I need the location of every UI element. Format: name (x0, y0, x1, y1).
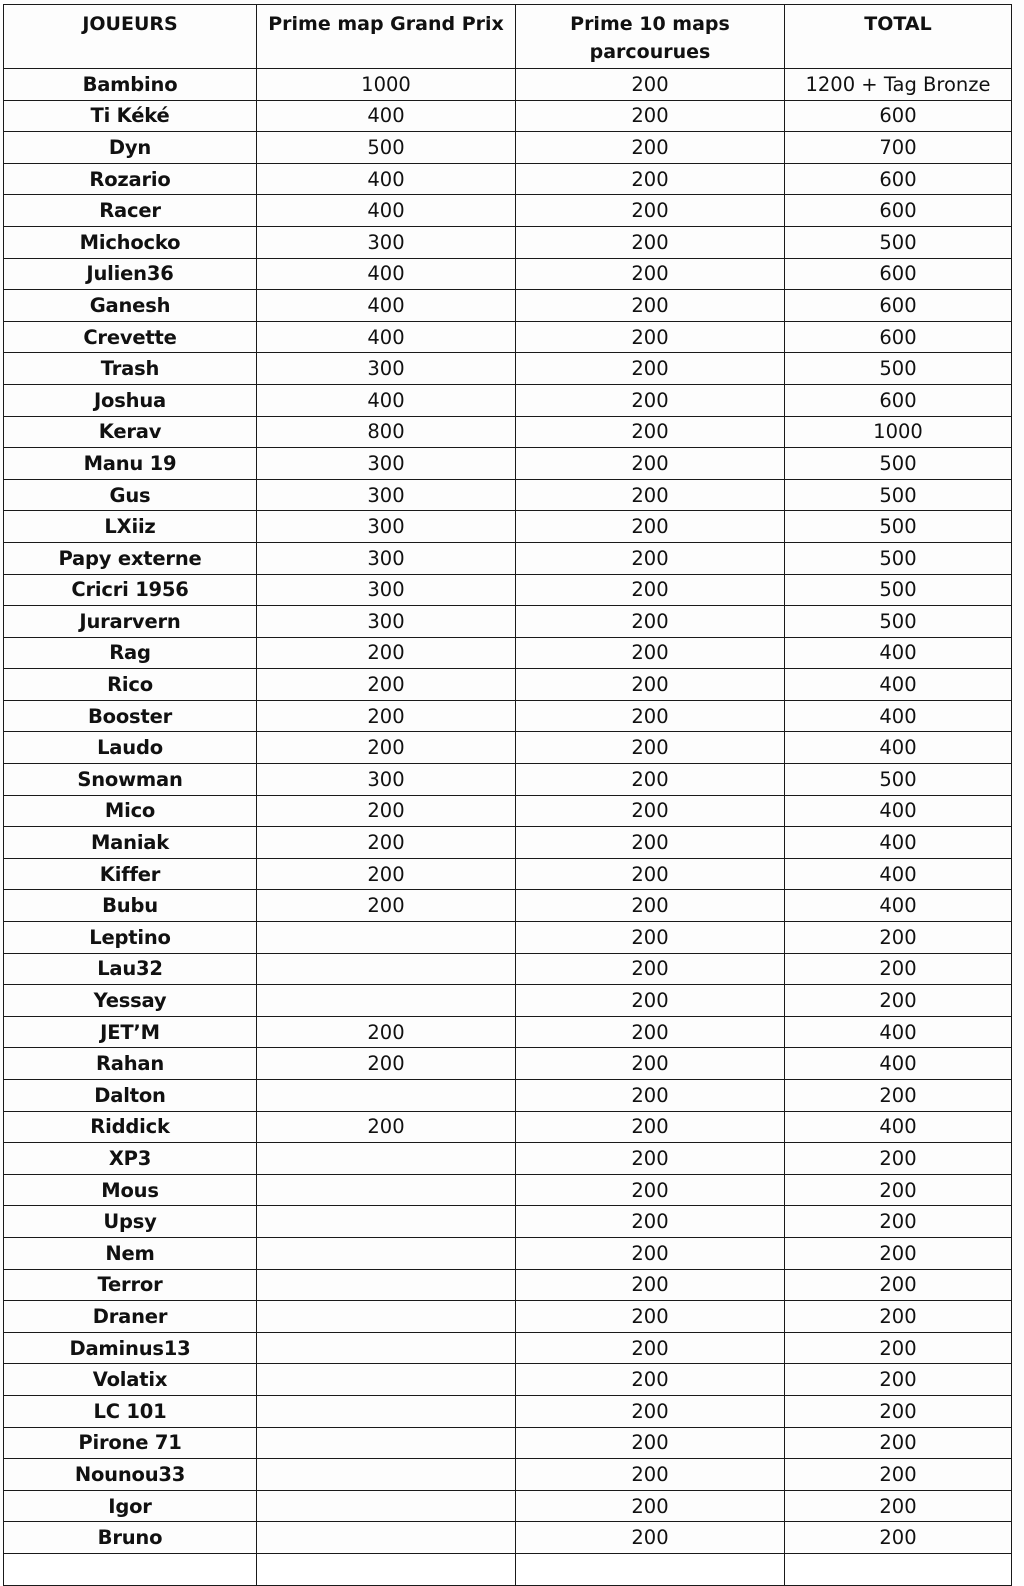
table-row (4, 732, 1012, 764)
total-cell: 200 (785, 1427, 1012, 1459)
player-name-cell: Terror (4, 1269, 257, 1301)
total-cell: 500 (785, 479, 1012, 511)
total-cell: 200 (785, 1301, 1012, 1333)
header-total: TOTAL (785, 5, 1012, 69)
table-row (4, 195, 1012, 227)
table-row (4, 858, 1012, 890)
player-name-cell: Mico (4, 795, 257, 827)
player-name-cell: Leptino (4, 922, 257, 954)
maps-prize-cell: 200 (516, 1111, 785, 1143)
total-cell: 500 (785, 511, 1012, 543)
table-row (4, 1332, 1012, 1364)
total-cell: 200 (785, 1459, 1012, 1491)
table-row (4, 1490, 1012, 1522)
header-row (4, 5, 1012, 69)
grand-prix-prize-cell (257, 1206, 516, 1238)
maps-prize-cell: 200 (516, 953, 785, 985)
maps-prize-cell: 200 (516, 1364, 785, 1396)
player-name-cell: Racer (4, 195, 257, 227)
maps-prize-cell: 200 (516, 1048, 785, 1080)
player-name-cell: Volatix (4, 1364, 257, 1396)
table-row (4, 1143, 1012, 1175)
maps-prize-cell: 200 (516, 606, 785, 638)
player-name-cell: Jurarvern (4, 606, 257, 638)
player-name-cell: Rahan (4, 1048, 257, 1080)
total-cell: 500 (785, 764, 1012, 796)
player-name-cell: LXiiz (4, 511, 257, 543)
player-name-cell: Snowman (4, 764, 257, 796)
player-name-cell: Daminus13 (4, 1332, 257, 1364)
player-name-cell: Crevette (4, 321, 257, 353)
total-cell: 200 (785, 1269, 1012, 1301)
maps-prize-cell: 200 (516, 353, 785, 385)
table-row (4, 922, 1012, 954)
maps-prize-cell: 200 (516, 669, 785, 701)
maps-prize-cell: 200 (516, 1490, 785, 1522)
grand-prix-prize-cell: 400 (257, 258, 516, 290)
grand-prix-prize-cell (257, 1427, 516, 1459)
grand-prix-prize-cell (257, 985, 516, 1017)
grand-prix-prize-cell: 300 (257, 764, 516, 796)
table-row (4, 1459, 1012, 1491)
maps-prize-cell: 200 (516, 1237, 785, 1269)
table-row (4, 795, 1012, 827)
grand-prix-prize-cell: 200 (257, 1111, 516, 1143)
grand-prix-prize-cell: 400 (257, 195, 516, 227)
total-cell: 600 (785, 384, 1012, 416)
maps-prize-cell: 200 (516, 764, 785, 796)
grand-prix-prize-cell: 1000 (257, 69, 516, 101)
maps-prize-cell: 200 (516, 290, 785, 322)
grand-prix-prize-cell: 800 (257, 416, 516, 448)
maps-prize-cell: 200 (516, 542, 785, 574)
player-name-cell: Dalton (4, 1080, 257, 1112)
table-header (4, 5, 1012, 69)
table-row (4, 163, 1012, 195)
maps-prize-cell: 200 (516, 226, 785, 258)
total-cell: 500 (785, 353, 1012, 385)
total-cell: 500 (785, 542, 1012, 574)
grand-prix-prize-cell (257, 953, 516, 985)
player-name-cell: Upsy (4, 1206, 257, 1238)
grand-prix-prize-cell (257, 1143, 516, 1175)
maps-prize-cell: 200 (516, 1206, 785, 1238)
grand-prix-prize-cell (257, 1459, 516, 1491)
table-row (4, 700, 1012, 732)
table-row (4, 448, 1012, 480)
player-name-cell: Draner (4, 1301, 257, 1333)
table-row (4, 1016, 1012, 1048)
player-name-cell: Bruno (4, 1522, 257, 1554)
table-row (4, 511, 1012, 543)
maps-prize-cell: 200 (516, 258, 785, 290)
player-name-cell: Michocko (4, 226, 257, 258)
maps-prize-cell (516, 1553, 785, 1585)
grand-prix-prize-cell: 300 (257, 448, 516, 480)
total-cell: 400 (785, 890, 1012, 922)
grand-prix-prize-cell: 200 (257, 827, 516, 859)
table-row (4, 1553, 1012, 1585)
table-row (4, 574, 1012, 606)
table-row (4, 226, 1012, 258)
table-row (4, 637, 1012, 669)
total-cell: 400 (785, 1016, 1012, 1048)
total-cell: 200 (785, 953, 1012, 985)
player-name-cell: Nounou33 (4, 1459, 257, 1491)
table-row (4, 290, 1012, 322)
maps-prize-cell: 200 (516, 1080, 785, 1112)
player-name-cell: Yessay (4, 985, 257, 1017)
table-row (4, 132, 1012, 164)
total-cell: 1000 (785, 416, 1012, 448)
table-row (4, 258, 1012, 290)
grand-prix-prize-cell: 200 (257, 732, 516, 764)
player-name-cell: Dyn (4, 132, 257, 164)
total-cell: 200 (785, 1206, 1012, 1238)
grand-prix-prize-cell: 300 (257, 479, 516, 511)
table-row (4, 890, 1012, 922)
prize-table (3, 4, 1012, 1586)
total-cell: 500 (785, 448, 1012, 480)
player-name-cell: Bambino (4, 69, 257, 101)
header-ten-maps-prize: Prime 10 maps parcourues (516, 5, 785, 69)
player-name-cell: LC 101 (4, 1395, 257, 1427)
maps-prize-cell: 200 (516, 1016, 785, 1048)
header-players: JOUEURS (4, 5, 257, 69)
total-cell: 600 (785, 163, 1012, 195)
player-name-cell: Booster (4, 700, 257, 732)
maps-prize-cell: 200 (516, 1269, 785, 1301)
table-row (4, 764, 1012, 796)
total-cell: 200 (785, 1143, 1012, 1175)
maps-prize-cell: 200 (516, 321, 785, 353)
maps-prize-cell: 200 (516, 448, 785, 480)
player-name-cell: Gus (4, 479, 257, 511)
table-row (4, 1364, 1012, 1396)
maps-prize-cell: 200 (516, 1522, 785, 1554)
grand-prix-prize-cell (257, 1174, 516, 1206)
grand-prix-prize-cell (257, 1395, 516, 1427)
total-cell: 700 (785, 132, 1012, 164)
table-row (4, 669, 1012, 701)
maps-prize-cell: 200 (516, 163, 785, 195)
grand-prix-prize-cell: 200 (257, 700, 516, 732)
player-name-cell: Igor (4, 1490, 257, 1522)
table-row (4, 985, 1012, 1017)
grand-prix-prize-cell (257, 1269, 516, 1301)
total-cell: 400 (785, 669, 1012, 701)
total-cell: 200 (785, 1364, 1012, 1396)
maps-prize-cell: 200 (516, 574, 785, 606)
header-grand-prix-prize: Prime map Grand Prix (257, 5, 516, 69)
table-row (4, 416, 1012, 448)
grand-prix-prize-cell: 200 (257, 1016, 516, 1048)
player-name-cell (4, 1553, 257, 1585)
maps-prize-cell: 200 (516, 700, 785, 732)
table-row (4, 1269, 1012, 1301)
maps-prize-cell: 200 (516, 1143, 785, 1175)
total-cell: 200 (785, 1490, 1012, 1522)
grand-prix-prize-cell (257, 1237, 516, 1269)
maps-prize-cell: 200 (516, 795, 785, 827)
player-name-cell: Kiffer (4, 858, 257, 890)
grand-prix-prize-cell: 300 (257, 574, 516, 606)
grand-prix-prize-cell: 400 (257, 384, 516, 416)
grand-prix-prize-cell: 300 (257, 353, 516, 385)
grand-prix-prize-cell: 500 (257, 132, 516, 164)
total-cell: 1200 + Tag Bronze (785, 69, 1012, 101)
player-name-cell: JET’M (4, 1016, 257, 1048)
maps-prize-cell: 200 (516, 195, 785, 227)
player-name-cell: XP3 (4, 1143, 257, 1175)
total-cell: 200 (785, 1080, 1012, 1112)
total-cell: 200 (785, 1395, 1012, 1427)
table-row (4, 100, 1012, 132)
table-row (4, 1237, 1012, 1269)
table-row (4, 1174, 1012, 1206)
total-cell: 600 (785, 258, 1012, 290)
table-row (4, 1301, 1012, 1333)
table-body (4, 69, 1012, 1586)
grand-prix-prize-cell (257, 1364, 516, 1396)
maps-prize-cell: 200 (516, 1459, 785, 1491)
grand-prix-prize-cell: 300 (257, 542, 516, 574)
table-row (4, 353, 1012, 385)
table-row (4, 1048, 1012, 1080)
grand-prix-prize-cell: 200 (257, 637, 516, 669)
table-row (4, 1206, 1012, 1238)
total-cell (785, 1553, 1012, 1585)
total-cell: 200 (785, 985, 1012, 1017)
player-name-cell: Ganesh (4, 290, 257, 322)
total-cell: 400 (785, 700, 1012, 732)
maps-prize-cell: 200 (516, 985, 785, 1017)
total-cell: 400 (785, 1048, 1012, 1080)
player-name-cell: Riddick (4, 1111, 257, 1143)
total-cell: 400 (785, 637, 1012, 669)
total-cell: 500 (785, 574, 1012, 606)
grand-prix-prize-cell: 400 (257, 290, 516, 322)
table-row (4, 1395, 1012, 1427)
total-cell: 500 (785, 226, 1012, 258)
maps-prize-cell: 200 (516, 416, 785, 448)
table-row (4, 606, 1012, 638)
player-name-cell: Papy externe (4, 542, 257, 574)
grand-prix-prize-cell: 300 (257, 226, 516, 258)
grand-prix-prize-cell: 200 (257, 669, 516, 701)
table-row (4, 321, 1012, 353)
maps-prize-cell: 200 (516, 1395, 785, 1427)
player-name-cell: Rico (4, 669, 257, 701)
total-cell: 600 (785, 290, 1012, 322)
total-cell: 200 (785, 1237, 1012, 1269)
maps-prize-cell: 200 (516, 69, 785, 101)
grand-prix-prize-cell: 200 (257, 858, 516, 890)
player-name-cell: Trash (4, 353, 257, 385)
grand-prix-prize-cell: 200 (257, 795, 516, 827)
grand-prix-prize-cell (257, 1332, 516, 1364)
table-row (4, 1080, 1012, 1112)
total-cell: 600 (785, 100, 1012, 132)
player-name-cell: Manu 19 (4, 448, 257, 480)
grand-prix-prize-cell (257, 1553, 516, 1585)
player-name-cell: Laudo (4, 732, 257, 764)
maps-prize-cell: 200 (516, 384, 785, 416)
maps-prize-cell: 200 (516, 479, 785, 511)
maps-prize-cell: 200 (516, 132, 785, 164)
grand-prix-prize-cell (257, 922, 516, 954)
table-row (4, 384, 1012, 416)
maps-prize-cell: 200 (516, 922, 785, 954)
total-cell: 400 (785, 795, 1012, 827)
player-name-cell: Julien36 (4, 258, 257, 290)
maps-prize-cell: 200 (516, 511, 785, 543)
maps-prize-cell: 200 (516, 1427, 785, 1459)
grand-prix-prize-cell (257, 1080, 516, 1112)
player-name-cell: Cricri 1956 (4, 574, 257, 606)
total-cell: 400 (785, 858, 1012, 890)
maps-prize-cell: 200 (516, 100, 785, 132)
total-cell: 600 (785, 321, 1012, 353)
player-name-cell: Bubu (4, 890, 257, 922)
grand-prix-prize-cell: 200 (257, 890, 516, 922)
table-row (4, 69, 1012, 101)
total-cell: 200 (785, 1332, 1012, 1364)
grand-prix-prize-cell (257, 1490, 516, 1522)
total-cell: 400 (785, 732, 1012, 764)
player-name-cell: Lau32 (4, 953, 257, 985)
player-name-cell: Nem (4, 1237, 257, 1269)
total-cell: 500 (785, 606, 1012, 638)
player-name-cell: Rozario (4, 163, 257, 195)
table-row (4, 1427, 1012, 1459)
player-name-cell: Ti Kéké (4, 100, 257, 132)
grand-prix-prize-cell: 400 (257, 321, 516, 353)
maps-prize-cell: 200 (516, 637, 785, 669)
maps-prize-cell: 200 (516, 1174, 785, 1206)
total-cell: 200 (785, 1174, 1012, 1206)
grand-prix-prize-cell: 400 (257, 163, 516, 195)
table-row (4, 479, 1012, 511)
player-name-cell: Pirone 71 (4, 1427, 257, 1459)
player-name-cell: Kerav (4, 416, 257, 448)
maps-prize-cell: 200 (516, 1301, 785, 1333)
table-row (4, 542, 1012, 574)
total-cell: 200 (785, 1522, 1012, 1554)
grand-prix-prize-cell: 200 (257, 1048, 516, 1080)
maps-prize-cell: 200 (516, 732, 785, 764)
maps-prize-cell: 200 (516, 890, 785, 922)
total-cell: 400 (785, 827, 1012, 859)
table-row (4, 827, 1012, 859)
player-name-cell: Rag (4, 637, 257, 669)
player-name-cell: Maniak (4, 827, 257, 859)
player-name-cell: Mous (4, 1174, 257, 1206)
maps-prize-cell: 200 (516, 1332, 785, 1364)
grand-prix-prize-cell: 300 (257, 511, 516, 543)
table-row (4, 1111, 1012, 1143)
total-cell: 400 (785, 1111, 1012, 1143)
grand-prix-prize-cell (257, 1522, 516, 1554)
total-cell: 600 (785, 195, 1012, 227)
maps-prize-cell: 200 (516, 858, 785, 890)
maps-prize-cell: 200 (516, 827, 785, 859)
table-row (4, 1522, 1012, 1554)
grand-prix-prize-cell: 300 (257, 606, 516, 638)
total-cell: 200 (785, 922, 1012, 954)
grand-prix-prize-cell: 400 (257, 100, 516, 132)
grand-prix-prize-cell (257, 1301, 516, 1333)
player-name-cell: Joshua (4, 384, 257, 416)
table-row (4, 953, 1012, 985)
